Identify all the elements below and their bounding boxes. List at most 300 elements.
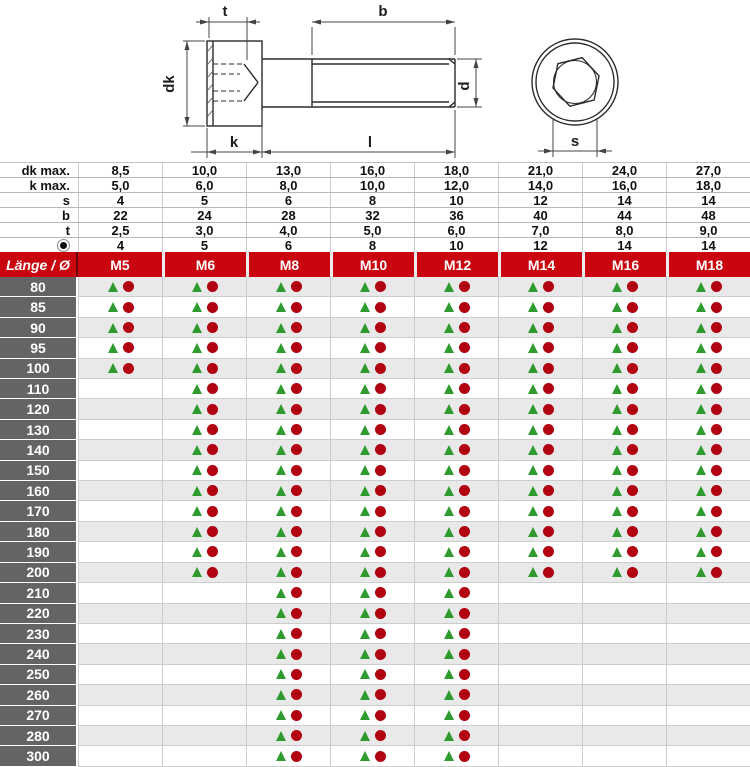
- green-triangle-icon: [696, 302, 706, 312]
- red-circle-icon: [291, 689, 302, 700]
- availability-cell: [78, 359, 162, 379]
- availability-cell: [414, 318, 498, 338]
- red-circle-icon: [459, 710, 470, 721]
- red-circle-icon: [291, 465, 302, 476]
- length-label: 140: [0, 440, 78, 460]
- column-header-m10: M10: [330, 252, 414, 277]
- availability-cell: [330, 563, 414, 583]
- length-label: 85: [0, 297, 78, 317]
- green-triangle-icon: [276, 363, 286, 373]
- availability-cell: [666, 604, 750, 624]
- spec-value-cell: 12: [498, 238, 582, 252]
- availability-cell: [78, 583, 162, 603]
- green-triangle-icon: [696, 527, 706, 537]
- red-circle-icon: [543, 302, 554, 313]
- table-row: [0, 522, 750, 542]
- spec-value-cell: 40: [498, 208, 582, 222]
- spec-value-cell: 28: [246, 208, 330, 222]
- availability-cell: [78, 644, 162, 664]
- availability-cell: [498, 277, 582, 297]
- availability-cell: [246, 542, 330, 562]
- green-triangle-icon: [612, 302, 622, 312]
- green-triangle-icon: [108, 302, 118, 312]
- table-row: [0, 644, 750, 664]
- red-circle-icon: [123, 342, 134, 353]
- availability-cell: [582, 379, 666, 399]
- red-circle-icon: [627, 281, 638, 292]
- green-triangle-icon: [528, 445, 538, 455]
- availability-cell: [246, 277, 330, 297]
- red-circle-icon: [543, 281, 554, 292]
- spec-value-cell: 8: [330, 238, 414, 252]
- red-circle-icon: [543, 383, 554, 394]
- availability-cell: [162, 665, 246, 685]
- availability-cell: [246, 583, 330, 603]
- availability-cell: [582, 440, 666, 460]
- red-circle-icon: [375, 710, 386, 721]
- availability-cell: [162, 522, 246, 542]
- availability-cell: [582, 318, 666, 338]
- red-circle-icon: [711, 444, 722, 455]
- size-table-header: [0, 252, 750, 277]
- spec-value-cell: 22: [78, 208, 162, 222]
- screw-technical-drawing: [0, 0, 750, 162]
- availability-cell: [246, 399, 330, 419]
- table-row: [0, 726, 750, 746]
- availability-cell: [246, 726, 330, 746]
- green-triangle-icon: [528, 567, 538, 577]
- red-circle-icon: [123, 281, 134, 292]
- red-circle-icon: [375, 506, 386, 517]
- red-circle-icon: [375, 383, 386, 394]
- red-circle-icon: [627, 424, 638, 435]
- spec-value-cell: 21,0: [498, 163, 582, 177]
- dimension-lines: [183, 17, 482, 158]
- length-label: 150: [0, 461, 78, 481]
- availability-cell: [162, 481, 246, 501]
- red-circle-icon: [291, 608, 302, 619]
- red-circle-icon: [459, 628, 470, 639]
- green-triangle-icon: [192, 425, 202, 435]
- availability-cell: [414, 583, 498, 603]
- length-label: 200: [0, 563, 78, 583]
- red-circle-icon: [123, 322, 134, 333]
- availability-cell: [498, 604, 582, 624]
- table-row: [0, 706, 750, 726]
- dim-label-b: b: [378, 3, 388, 20]
- availability-cell: [78, 522, 162, 542]
- spec-value-cell: 27,0: [666, 163, 750, 177]
- column-header-m6: M6: [162, 252, 246, 277]
- spec-value-cell: 4: [78, 193, 162, 207]
- availability-cell: [582, 501, 666, 521]
- length-label: 100: [0, 359, 78, 379]
- availability-cell: [582, 461, 666, 481]
- spec-value-cell: 5: [162, 238, 246, 252]
- red-circle-icon: [207, 404, 218, 415]
- red-circle-icon: [627, 567, 638, 578]
- green-triangle-icon: [360, 588, 370, 598]
- availability-cell: [246, 644, 330, 664]
- green-triangle-icon: [528, 302, 538, 312]
- length-label: 160: [0, 481, 78, 501]
- red-circle-icon: [207, 526, 218, 537]
- green-triangle-icon: [696, 567, 706, 577]
- availability-cell: [582, 726, 666, 746]
- availability-cell: [78, 726, 162, 746]
- spec-value-cell: 32: [330, 208, 414, 222]
- availability-cell: [162, 379, 246, 399]
- red-circle-icon: [627, 506, 638, 517]
- availability-cell: [666, 542, 750, 562]
- column-header-m8: M8: [246, 252, 330, 277]
- green-triangle-icon: [192, 302, 202, 312]
- availability-cell: [498, 297, 582, 317]
- spec-value-cell: 6: [246, 193, 330, 207]
- spec-value-cell: 24,0: [582, 163, 666, 177]
- red-circle-icon: [543, 363, 554, 374]
- spec-value-cell: 14: [582, 238, 666, 252]
- red-circle-icon: [207, 485, 218, 496]
- green-triangle-icon: [192, 506, 202, 516]
- availability-cell: [246, 420, 330, 440]
- availability-cell: [78, 685, 162, 705]
- red-circle-icon: [375, 322, 386, 333]
- length-label: 120: [0, 399, 78, 419]
- length-label: 80: [0, 277, 78, 297]
- green-triangle-icon: [276, 608, 286, 618]
- red-circle-icon: [459, 342, 470, 353]
- table-row: [0, 563, 750, 583]
- availability-cell: [414, 542, 498, 562]
- green-triangle-icon: [444, 527, 454, 537]
- red-circle-icon: [375, 526, 386, 537]
- availability-cell: [330, 583, 414, 603]
- table-row: [0, 501, 750, 521]
- spec-value-cell: 14: [582, 193, 666, 207]
- red-circle-icon: [459, 363, 470, 374]
- availability-cell: [330, 706, 414, 726]
- red-circle-icon: [543, 485, 554, 496]
- availability-cell: [246, 522, 330, 542]
- green-triangle-icon: [360, 363, 370, 373]
- red-circle-icon: [123, 363, 134, 374]
- red-circle-icon: [291, 281, 302, 292]
- availability-cell: [78, 501, 162, 521]
- red-circle-icon: [459, 608, 470, 619]
- availability-cell: [582, 359, 666, 379]
- availability-cell: [498, 461, 582, 481]
- red-circle-icon: [543, 322, 554, 333]
- table-row: [0, 746, 750, 766]
- green-triangle-icon: [360, 404, 370, 414]
- availability-cell: [414, 501, 498, 521]
- green-triangle-icon: [276, 731, 286, 741]
- availability-cell: [246, 318, 330, 338]
- availability-cell: [162, 440, 246, 460]
- availability-cell: [330, 318, 414, 338]
- spec-value-cell: 5,0: [330, 223, 414, 237]
- red-circle-icon: [459, 485, 470, 496]
- length-label: 270: [0, 706, 78, 726]
- spec-value-cell: 8: [330, 193, 414, 207]
- availability-cell: [330, 379, 414, 399]
- screw-end-view: [532, 39, 618, 125]
- red-circle-icon: [627, 485, 638, 496]
- red-circle-icon: [375, 587, 386, 598]
- spec-row-label: b: [62, 207, 70, 223]
- availability-cell: [666, 481, 750, 501]
- availability-cell: [78, 420, 162, 440]
- spec-row: [0, 208, 750, 223]
- red-circle-icon: [291, 506, 302, 517]
- spec-row: [0, 193, 750, 208]
- spec-table: [0, 162, 750, 252]
- availability-cell: [414, 338, 498, 358]
- red-circle-icon: [711, 404, 722, 415]
- green-triangle-icon: [276, 282, 286, 292]
- availability-cell: [582, 420, 666, 440]
- red-circle-icon: [375, 649, 386, 660]
- green-triangle-icon: [192, 323, 202, 333]
- spec-value-cell: 36: [414, 208, 498, 222]
- red-circle-icon: [711, 342, 722, 353]
- socket-drive-icon: [57, 239, 70, 252]
- green-triangle-icon: [696, 465, 706, 475]
- availability-cell: [78, 706, 162, 726]
- green-triangle-icon: [612, 384, 622, 394]
- table-row: [0, 685, 750, 705]
- length-label: 180: [0, 522, 78, 542]
- availability-cell: [78, 563, 162, 583]
- availability-cell: [666, 746, 750, 766]
- availability-cell: [162, 461, 246, 481]
- availability-cell: [162, 746, 246, 766]
- availability-cell: [330, 338, 414, 358]
- availability-cell: [414, 461, 498, 481]
- availability-cell: [666, 726, 750, 746]
- green-triangle-icon: [276, 384, 286, 394]
- availability-cell: [246, 501, 330, 521]
- green-triangle-icon: [696, 404, 706, 414]
- red-circle-icon: [291, 567, 302, 578]
- green-triangle-icon: [360, 731, 370, 741]
- green-triangle-icon: [612, 465, 622, 475]
- availability-cell: [78, 481, 162, 501]
- spec-value-cell: 2,5: [78, 223, 162, 237]
- red-circle-icon: [459, 444, 470, 455]
- green-triangle-icon: [276, 506, 286, 516]
- column-header-m14: M14: [498, 252, 582, 277]
- green-triangle-icon: [528, 323, 538, 333]
- red-circle-icon: [711, 506, 722, 517]
- red-circle-icon: [375, 546, 386, 557]
- red-circle-icon: [291, 342, 302, 353]
- green-triangle-icon: [192, 384, 202, 394]
- availability-cell: [330, 726, 414, 746]
- green-triangle-icon: [612, 486, 622, 496]
- red-circle-icon: [291, 526, 302, 537]
- green-triangle-icon: [696, 486, 706, 496]
- spec-row: [0, 223, 750, 238]
- availability-cell: [78, 461, 162, 481]
- red-circle-icon: [711, 363, 722, 374]
- red-circle-icon: [375, 751, 386, 762]
- availability-cell: [78, 542, 162, 562]
- green-triangle-icon: [612, 547, 622, 557]
- spec-row-label: t: [65, 222, 70, 238]
- length-label: 190: [0, 542, 78, 562]
- spec-row-label: [0, 238, 78, 252]
- green-triangle-icon: [360, 547, 370, 557]
- red-circle-icon: [375, 363, 386, 374]
- spec-value-cell: 18,0: [414, 163, 498, 177]
- green-triangle-icon: [276, 486, 286, 496]
- dimension-arrowheads: [185, 20, 479, 155]
- column-header-m12: M12: [414, 252, 498, 277]
- table-row: [0, 481, 750, 501]
- green-triangle-icon: [528, 465, 538, 475]
- spec-value-cell: 48: [666, 208, 750, 222]
- red-circle-icon: [459, 404, 470, 415]
- spec-value-cell: 7,0: [498, 223, 582, 237]
- availability-cell: [582, 542, 666, 562]
- red-circle-icon: [291, 587, 302, 598]
- green-triangle-icon: [360, 486, 370, 496]
- green-triangle-icon: [360, 445, 370, 455]
- green-triangle-icon: [360, 751, 370, 761]
- red-circle-icon: [627, 363, 638, 374]
- green-triangle-icon: [696, 445, 706, 455]
- green-triangle-icon: [612, 506, 622, 516]
- spec-value-cell: 8,5: [78, 163, 162, 177]
- red-circle-icon: [375, 444, 386, 455]
- spec-value-cell: 9,0: [666, 223, 750, 237]
- red-circle-icon: [207, 302, 218, 313]
- red-circle-icon: [543, 546, 554, 557]
- availability-cell: [498, 318, 582, 338]
- green-triangle-icon: [528, 343, 538, 353]
- green-triangle-icon: [276, 527, 286, 537]
- length-label: 240: [0, 644, 78, 664]
- availability-cell: [498, 624, 582, 644]
- red-circle-icon: [207, 506, 218, 517]
- table-row: [0, 542, 750, 562]
- dim-label-s: s: [570, 133, 580, 150]
- availability-cell: [78, 399, 162, 419]
- availability-cell: [78, 665, 162, 685]
- availability-cell: [246, 297, 330, 317]
- availability-cell: [162, 685, 246, 705]
- green-triangle-icon: [612, 527, 622, 537]
- availability-cell: [582, 583, 666, 603]
- availability-cell: [582, 399, 666, 419]
- red-circle-icon: [375, 730, 386, 741]
- green-triangle-icon: [444, 588, 454, 598]
- green-triangle-icon: [696, 384, 706, 394]
- green-triangle-icon: [528, 282, 538, 292]
- length-label: 110: [0, 379, 78, 399]
- spec-value-cell: 5: [162, 193, 246, 207]
- table-row: [0, 461, 750, 481]
- red-circle-icon: [375, 424, 386, 435]
- red-circle-icon: [711, 302, 722, 313]
- red-circle-icon: [375, 404, 386, 415]
- green-triangle-icon: [444, 629, 454, 639]
- table-row: [0, 624, 750, 644]
- spec-value-cell: 6,0: [414, 223, 498, 237]
- availability-cell: [162, 624, 246, 644]
- availability-cell: [78, 277, 162, 297]
- availability-cell: [414, 440, 498, 460]
- green-triangle-icon: [360, 506, 370, 516]
- green-triangle-icon: [276, 323, 286, 333]
- availability-cell: [330, 440, 414, 460]
- availability-cell: [414, 277, 498, 297]
- availability-cell: [330, 297, 414, 317]
- red-circle-icon: [543, 404, 554, 415]
- availability-cell: [666, 706, 750, 726]
- green-triangle-icon: [276, 629, 286, 639]
- availability-cell: [246, 604, 330, 624]
- availability-cell: [246, 624, 330, 644]
- availability-cell: [498, 706, 582, 726]
- red-circle-icon: [459, 730, 470, 741]
- spec-row: [0, 178, 750, 193]
- screw-side-view: [207, 41, 455, 126]
- green-triangle-icon: [444, 343, 454, 353]
- green-triangle-icon: [612, 363, 622, 373]
- red-circle-icon: [291, 424, 302, 435]
- availability-cell: [666, 420, 750, 440]
- green-triangle-icon: [108, 343, 118, 353]
- red-circle-icon: [711, 465, 722, 476]
- availability-cell: [582, 624, 666, 644]
- red-circle-icon: [711, 567, 722, 578]
- red-circle-icon: [291, 302, 302, 313]
- availability-cell: [666, 297, 750, 317]
- availability-cell: [414, 604, 498, 624]
- green-triangle-icon: [192, 363, 202, 373]
- spec-value-cell: 10,0: [330, 178, 414, 192]
- red-circle-icon: [459, 302, 470, 313]
- green-triangle-icon: [276, 404, 286, 414]
- green-triangle-icon: [276, 588, 286, 598]
- availability-cell: [498, 665, 582, 685]
- green-triangle-icon: [192, 343, 202, 353]
- green-triangle-icon: [360, 669, 370, 679]
- green-triangle-icon: [108, 282, 118, 292]
- green-triangle-icon: [360, 302, 370, 312]
- availability-cell: [246, 563, 330, 583]
- availability-cell: [330, 277, 414, 297]
- spec-value-cell: 6,0: [162, 178, 246, 192]
- spec-value-cell: 14: [666, 238, 750, 252]
- red-circle-icon: [627, 342, 638, 353]
- availability-cell: [666, 318, 750, 338]
- green-triangle-icon: [276, 445, 286, 455]
- availability-cell: [162, 604, 246, 624]
- availability-cell: [414, 379, 498, 399]
- red-circle-icon: [291, 751, 302, 762]
- green-triangle-icon: [444, 731, 454, 741]
- availability-cell: [414, 297, 498, 317]
- red-circle-icon: [375, 485, 386, 496]
- availability-cell: [246, 746, 330, 766]
- green-triangle-icon: [696, 323, 706, 333]
- green-triangle-icon: [360, 567, 370, 577]
- availability-cell: [78, 746, 162, 766]
